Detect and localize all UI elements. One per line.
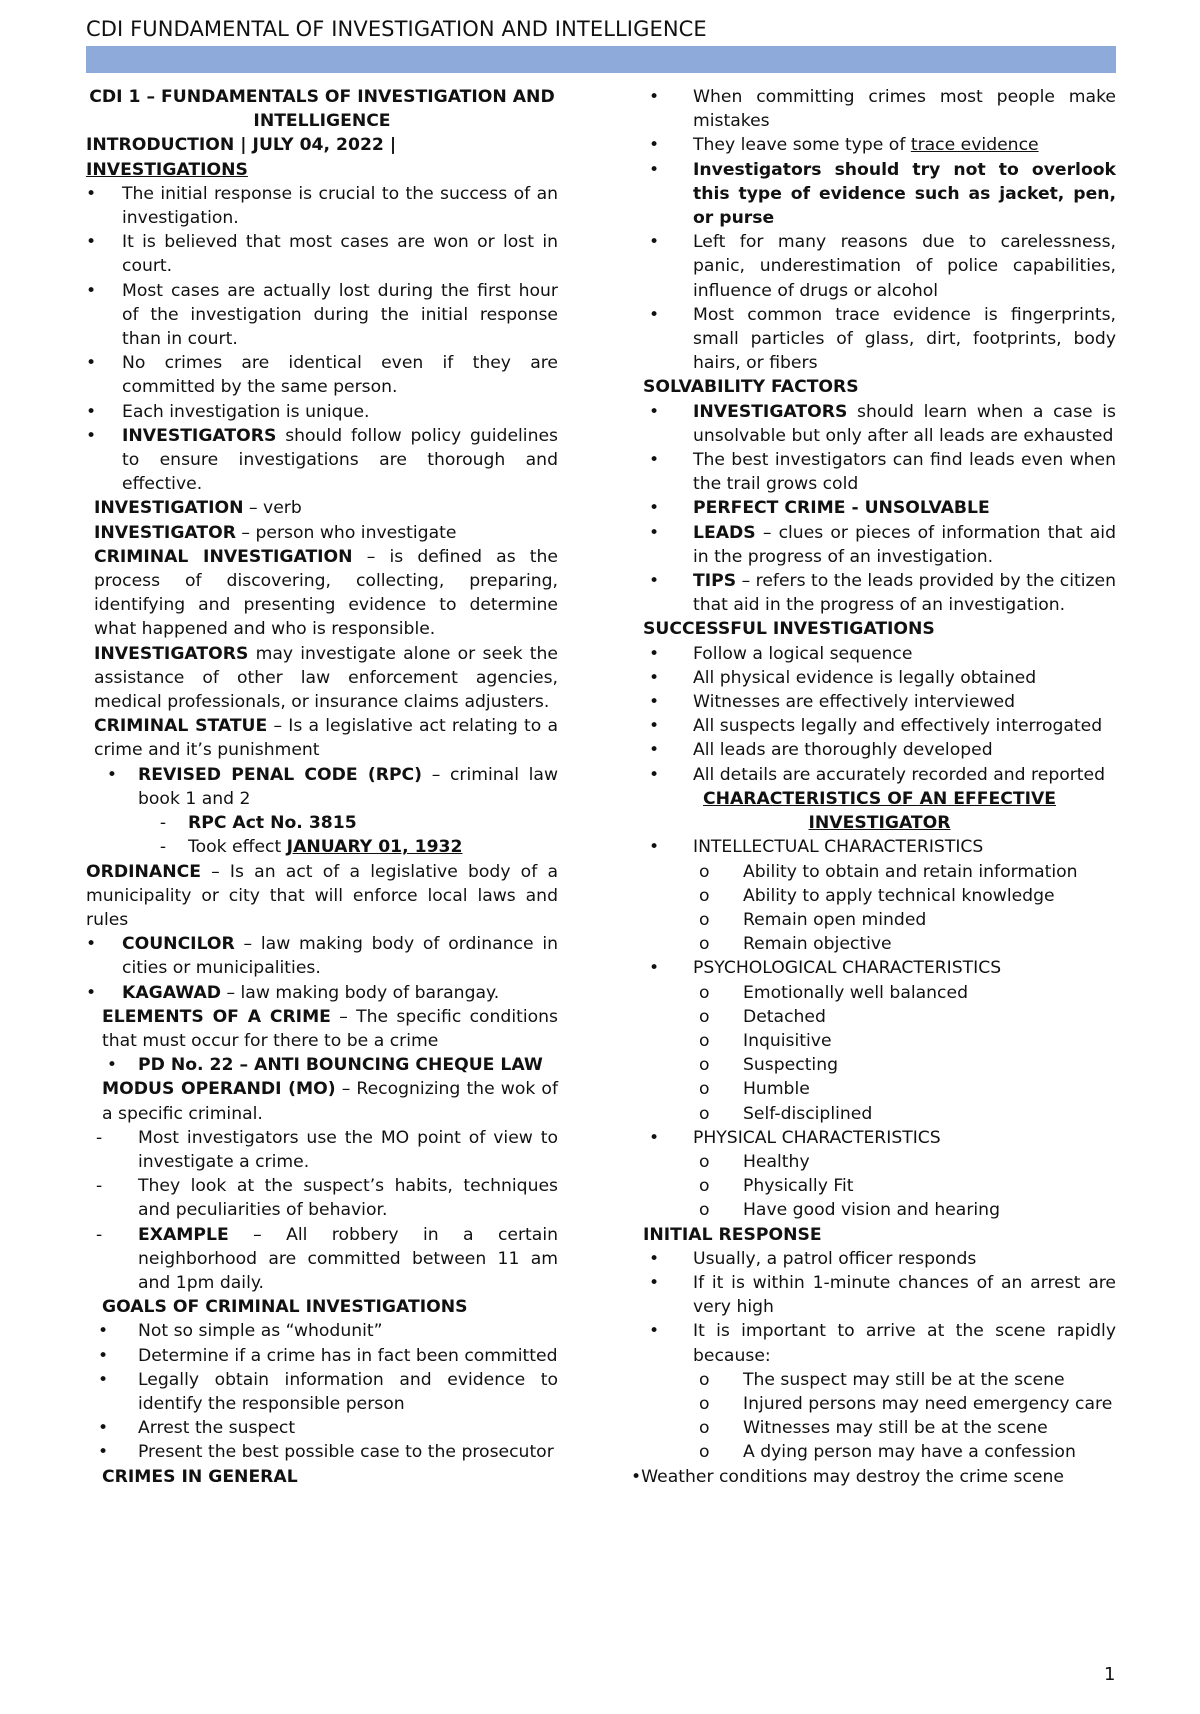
list-item: • All physical evidence is legally obtained bbox=[643, 666, 1116, 690]
circle-bullet-icon: o bbox=[699, 982, 710, 1003]
circle-bullet-icon: o bbox=[699, 1418, 710, 1439]
bullet-icon: • bbox=[649, 643, 660, 664]
circle-bullet-icon: o bbox=[699, 1103, 710, 1124]
list-item: • PD No. 22 – ANTI BOUNCING CHEQUE LAW bbox=[86, 1053, 558, 1077]
definition-ordinance: ORDINANCE – Is an act of a legislative body of a municipality or city that will enforce local laws and rules bbox=[86, 861, 558, 930]
definition-elements: ELEMENTS OF A CRIME – The specific conditions that must occur for there to be a crime bbox=[102, 1006, 558, 1051]
bullet-icon: • bbox=[649, 837, 660, 858]
bullet-icon: • bbox=[86, 280, 97, 301]
list-item: o Ability to apply technical knowledge bbox=[643, 884, 1116, 908]
list-item: • INVESTIGATORS should learn when a case is unsolvable but only after all leads are exhausted bbox=[643, 400, 1116, 448]
list-item: • When committing crimes most people make mistakes bbox=[643, 85, 1116, 133]
bullet-icon: • bbox=[649, 1248, 660, 1269]
bullet-icon: • bbox=[631, 1466, 642, 1487]
bullet-icon: • bbox=[649, 667, 660, 688]
definition-criminal-investigation: CRIMINAL INVESTIGATION – is defined as the process of discovering, collecting, preparing, identifying and presenting evidence to determine what happened and who is responsible. bbox=[94, 546, 558, 640]
circle-bullet-icon: o bbox=[699, 885, 710, 906]
circle-bullet-icon: o bbox=[699, 1442, 710, 1463]
list-item: • Follow a logical sequence bbox=[643, 642, 1116, 666]
list-item: • LEADS – clues or pieces of information that aid in the progress of an investigation. bbox=[643, 521, 1116, 569]
circle-bullet-icon: o bbox=[699, 1079, 710, 1100]
list-item: • Arrest the suspect bbox=[86, 1416, 558, 1440]
list-item: o Have good vision and hearing bbox=[643, 1198, 1116, 1222]
bullet-icon: • bbox=[86, 982, 97, 1003]
list-item: • The best investigators can find leads even when the trail grows cold bbox=[643, 448, 1116, 496]
list-item: • TIPS – refers to the leads provided by the citizen that aid in the progress of an investigation. bbox=[643, 569, 1116, 617]
list-item: o Injured persons may need emergency care bbox=[643, 1392, 1116, 1416]
bullet-icon: • bbox=[649, 401, 660, 422]
bullet-icon: • bbox=[106, 764, 118, 785]
list-item: • Left for many reasons due to carelessness, panic, underestimation of police capabilities, influence of drugs or alcohol bbox=[643, 230, 1116, 303]
dash-icon: - bbox=[96, 1176, 103, 1197]
list-item: o Detached bbox=[643, 1005, 1116, 1029]
circle-bullet-icon: o bbox=[699, 1200, 710, 1221]
circle-bullet-icon: o bbox=[699, 1055, 710, 1076]
list-item: o Witnesses may still be at the scene bbox=[643, 1416, 1116, 1440]
section-crimes-in-general: CRIMES IN GENERAL bbox=[102, 1466, 298, 1487]
list-item: o A dying person may have a confession bbox=[643, 1440, 1116, 1464]
list-item: • Investigators should try not to overlook this type of evidence such as jacket, pen, or purse bbox=[643, 158, 1116, 231]
bullet-icon: • bbox=[649, 450, 660, 471]
list-item: • INTELLECTUAL CHARACTERISTICS bbox=[643, 835, 1116, 859]
bullet-icon: • bbox=[86, 425, 97, 446]
list-item: • COUNCILOR – law making body of ordinance in cities or municipalities. bbox=[86, 934, 558, 979]
list-item: o Ability to obtain and retain information bbox=[643, 860, 1116, 884]
circle-bullet-icon: o bbox=[699, 1369, 710, 1390]
bullet-icon: • bbox=[649, 716, 660, 737]
dash-icon: - bbox=[159, 837, 167, 858]
bullet-icon: • bbox=[649, 159, 660, 180]
bullet-icon: • bbox=[98, 1321, 109, 1342]
list-item: - RPC Act No. 3815 bbox=[86, 811, 558, 835]
definition-criminal-statue: CRIMINAL STATUE – Is a legislative act relating to a crime and it’s punishment bbox=[94, 716, 558, 761]
list-item: • Each investigation is unique. bbox=[86, 400, 558, 424]
bullet-icon: • bbox=[86, 183, 97, 204]
list-item: o The suspect may still be at the scene bbox=[643, 1368, 1116, 1392]
list-item: • It is important to arrive at the scene rapidly because: bbox=[643, 1319, 1116, 1367]
list-item: o Self-disciplined bbox=[643, 1102, 1116, 1126]
bullet-icon: • bbox=[649, 135, 660, 156]
list-item: • Most common trace evidence is fingerprints, small particles of glass, dirt, footprints, body hairs, or fibers bbox=[643, 303, 1116, 376]
bullet-icon: • bbox=[86, 934, 97, 955]
list-item: - EXAMPLE – All robbery in a certain neighborhood are committed between 11 am and 1pm daily. bbox=[86, 1223, 558, 1296]
list-item: • Legally obtain information and evidence to identify the responsible person bbox=[86, 1368, 558, 1416]
section-initial-response: INITIAL RESPONSE bbox=[643, 1224, 822, 1245]
list-item: • Determine if a crime has in fact been committed bbox=[86, 1344, 558, 1368]
list-item: • Usually, a patrol officer responds bbox=[643, 1247, 1116, 1271]
bullet-icon: • bbox=[649, 764, 660, 785]
bullet-icon: • bbox=[649, 1272, 660, 1293]
list-item: - Most investigators use the MO point of view to investigate a crime. bbox=[86, 1126, 558, 1174]
list-item: • KAGAWAD – law making body of barangay. bbox=[86, 981, 558, 1005]
bullet-icon: • bbox=[649, 958, 660, 979]
bullet-icon: • bbox=[649, 232, 660, 253]
list-item: o Remain objective bbox=[643, 932, 1116, 956]
bullet-icon: • bbox=[98, 1442, 109, 1463]
circle-bullet-icon: o bbox=[699, 1030, 710, 1051]
list-item: •Weather conditions may destroy the crime scene bbox=[631, 1466, 1064, 1487]
bullet-icon: • bbox=[86, 232, 97, 253]
circle-bullet-icon: o bbox=[699, 1006, 710, 1027]
intro-line: INTRODUCTION | JULY 04, 2022 | bbox=[86, 135, 397, 156]
left-column bbox=[86, 85, 558, 1489]
list-item: • No crimes are identical even if they are committed by the same person. bbox=[86, 353, 558, 398]
bullet-icon: • bbox=[649, 1321, 660, 1342]
list-item: • PERFECT CRIME - UNSOLVABLE bbox=[643, 496, 1116, 520]
list-item: o Suspecting bbox=[643, 1053, 1116, 1077]
list-item: • The initial response is crucial to the success of an investigation. bbox=[86, 183, 558, 229]
list-item: o Humble bbox=[643, 1077, 1116, 1101]
list-item: • All suspects legally and effectively interrogated bbox=[643, 714, 1116, 738]
dash-icon: - bbox=[96, 1224, 103, 1245]
header-color-band bbox=[86, 46, 1116, 73]
bullet-icon: • bbox=[98, 1345, 109, 1366]
list-item: o Inquisitive bbox=[643, 1029, 1116, 1053]
right-column bbox=[631, 85, 1116, 1489]
list-item: • Most cases are actually lost during the first hour of the investigation during the initial response than in court. bbox=[86, 280, 558, 350]
dash-icon: - bbox=[159, 813, 167, 834]
page-number: 1 bbox=[1104, 1664, 1116, 1685]
circle-bullet-icon: o bbox=[699, 1176, 710, 1197]
list-item: • All leads are thoroughly developed bbox=[643, 738, 1116, 762]
bullet-icon: • bbox=[98, 1418, 109, 1439]
bullet-icon: • bbox=[649, 87, 660, 107]
list-item: - They look at the suspect’s habits, techniques and peculiarities of behavior. bbox=[86, 1174, 558, 1222]
list-item: • All details are accurately recorded and reported bbox=[643, 763, 1116, 787]
list-item: • Witnesses are effectively interviewed bbox=[643, 690, 1116, 714]
section-investigations: INVESTIGATIONS bbox=[86, 159, 248, 180]
list-item: • Not so simple as “whodunit” bbox=[86, 1319, 558, 1343]
bullet-icon: • bbox=[86, 401, 97, 422]
circle-bullet-icon: o bbox=[699, 934, 710, 955]
list-item: • REVISED PENAL CODE (RPC) – criminal law book 1 and 2 bbox=[86, 763, 558, 811]
circle-bullet-icon: o bbox=[699, 861, 710, 882]
definition-investigation: INVESTIGATION – verb bbox=[94, 498, 302, 519]
list-item: • They leave some type of trace evidence bbox=[643, 133, 1116, 157]
list-item: • PSYCHOLOGICAL CHARACTERISTICS bbox=[643, 956, 1116, 980]
paragraph-investigators: INVESTIGATORS may investigate alone or seek the assistance of other law enforcement agencies, medical professionals, or insurance claims adjusters. bbox=[94, 643, 558, 713]
list-item: • If it is within 1-minute chances of an arrest are very high bbox=[643, 1271, 1116, 1319]
list-item: o Physically Fit bbox=[643, 1174, 1116, 1198]
bullet-icon: • bbox=[649, 498, 660, 519]
list-item: o Remain open minded bbox=[643, 908, 1116, 932]
list-item: o Emotionally well balanced bbox=[643, 981, 1116, 1005]
running-header: CDI FUNDAMENTAL OF INVESTIGATION AND INTELLIGENCE bbox=[86, 17, 707, 41]
section-goals: GOALS OF CRIMINAL INVESTIGATIONS bbox=[102, 1297, 468, 1318]
definition-modus-operandi: MODUS OPERANDI (MO) – Recognizing the wok of a specific criminal. bbox=[102, 1079, 558, 1124]
bullet-icon: • bbox=[649, 571, 660, 592]
definition-investigator: INVESTIGATOR – person who investigate bbox=[94, 522, 457, 543]
dash-icon: - bbox=[96, 1127, 103, 1148]
bullet-icon: • bbox=[98, 1369, 109, 1390]
bullet-icon: • bbox=[86, 353, 97, 374]
list-item: - Took effect JANUARY 01, 1932 bbox=[86, 835, 558, 859]
list-item: • It is believed that most cases are won or lost in court. bbox=[86, 232, 558, 277]
bullet-icon: • bbox=[649, 740, 660, 761]
list-item: • PHYSICAL CHARACTERISTICS bbox=[643, 1126, 1116, 1150]
bullet-icon: • bbox=[649, 692, 660, 713]
bullet-icon: • bbox=[649, 1127, 660, 1148]
circle-bullet-icon: o bbox=[699, 1393, 710, 1414]
bullet-icon: • bbox=[649, 522, 660, 543]
section-solvability: SOLVABILITY FACTORS bbox=[643, 377, 859, 398]
section-successful: SUCCESSFUL INVESTIGATIONS bbox=[643, 619, 935, 640]
section-characteristics: CHARACTERISTICS OF AN EFFECTIVE INVESTIGATOR bbox=[702, 788, 1057, 834]
list-item: o Healthy bbox=[643, 1150, 1116, 1174]
circle-bullet-icon: o bbox=[699, 1151, 710, 1172]
list-item: • Present the best possible case to the prosecutor bbox=[86, 1440, 558, 1464]
bullet-icon: • bbox=[649, 304, 660, 325]
bullet-icon: • bbox=[106, 1055, 118, 1076]
list-item: • INVESTIGATORS should follow policy guidelines to ensure investigations are thorough and effective. bbox=[86, 425, 558, 495]
circle-bullet-icon: o bbox=[699, 909, 710, 930]
document-title: CDI 1 – FUNDAMENTALS OF INVESTIGATION AND INTELLIGENCE bbox=[89, 87, 555, 132]
